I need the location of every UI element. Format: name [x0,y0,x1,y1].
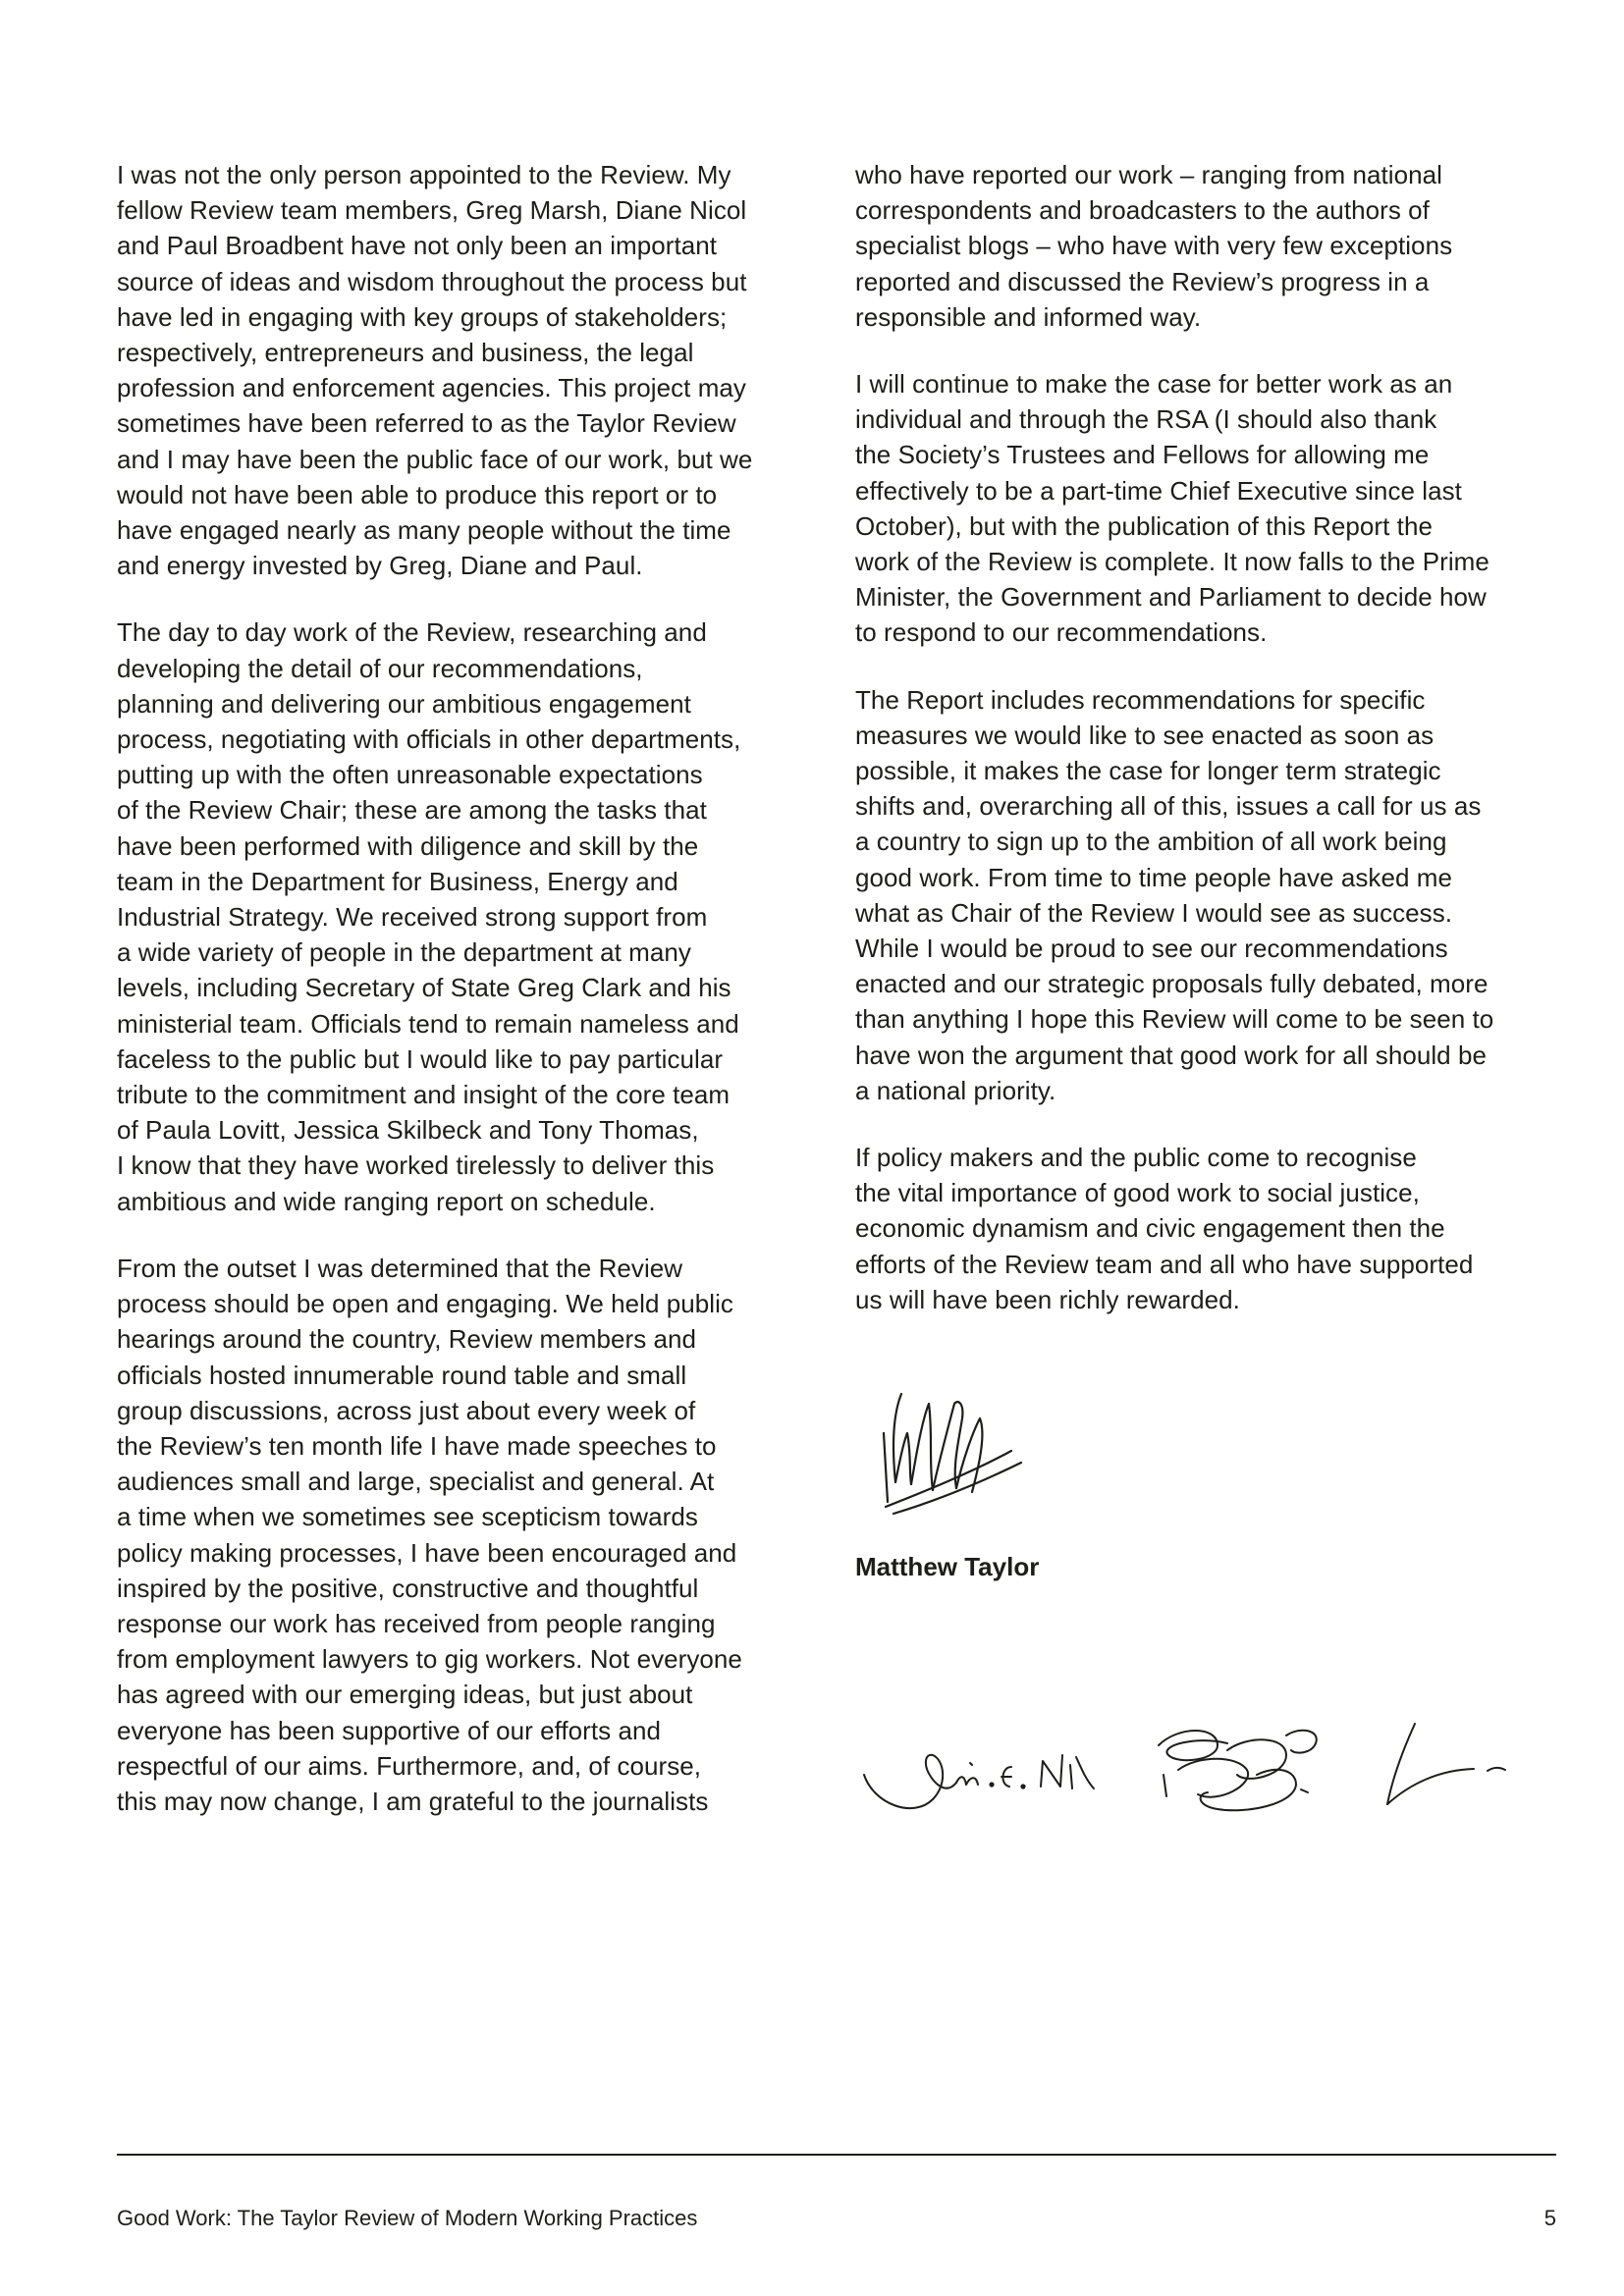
text-line: and I may have been the public face of our work, but we [117,444,753,474]
text-line: ministerial team. Officials tend to remain nameless and [117,1008,739,1039]
text-line: group discussions, across just about every week of [117,1395,696,1425]
text-line: possible, it makes the case for longer term strategic [855,756,1441,786]
handwritten-signature-icon [864,1374,1031,1522]
text-line: correspondents and broadcasters to the authors of [855,195,1430,226]
text-line: hearings around the country, Review members and [117,1324,697,1355]
text-line: While I would be proud to see our recommendations [855,934,1448,964]
text-line: Minister, the Government and Parliament to decide how [855,582,1487,613]
text-line: what as Chair of the Review I would see as success. [855,897,1453,928]
text-line: effectively to be a part-time Chief Executive since last [855,475,1462,506]
paragraph [117,1251,839,1819]
text-line: respectively, entrepreneurs and business, the legal [117,338,694,368]
text-line: I know that they have worked tirelessly to deliver this [117,1150,715,1181]
text-line: policy making processes, I have been encouraged and [117,1537,737,1568]
text-line: shifts and, overarching all of this, issues a call for us as [855,791,1482,822]
text-line: and energy invested by Greg, Diane and Paul. [117,551,643,581]
footer-document-title: Good Work: The Taylor Review of Modern Working Practices [117,2206,698,2230]
text-line: responsible and informed way. [855,301,1202,332]
text-line: The day to day work of the Review, researching and [117,617,707,648]
text-line: would not have been able to produce this report or to [117,479,718,509]
text-line: than anything I hope this Review will come to be seen to [855,1004,1494,1035]
handwritten-signature-icon [1380,1716,1517,1824]
text-line: the vital importance of good work to social justice, [855,1178,1420,1208]
text-line: everyone has been supportive of our efforts and [117,1715,662,1745]
text-line: the Society’s Trustees and Fellows for allowing me [855,440,1430,470]
text-line: us will have been richly rewarded. [855,1284,1240,1314]
paragraph [855,366,1577,651]
text-line: Industrial Strategy. We received strong support from [117,902,708,933]
text-line: of the Review Chair; these are among the tasks that [117,795,707,826]
text-line: and Paul Broadbent have not only been an important [117,231,718,261]
text-line: The Report includes recommendations for specific [855,684,1426,715]
paragraph [855,682,1577,1108]
text-line: faceless to the public but I would like to pay particular [117,1043,724,1074]
text-line: sometimes have been referred to as the Taylor Review [117,408,736,439]
text-line: to respond to our recommendations. [855,617,1268,648]
text-line: reported and discussed the Review’s progress in a [855,266,1430,296]
left-column [117,157,839,1850]
paragraph [855,157,1577,335]
text-line: have led in engaging with key groups of stakeholders; [117,301,728,332]
text-line: developing the detail of our recommendations, [117,653,643,683]
text-line: team in the Department for Business, Energy and [117,866,678,896]
text-line: respectful of our aims. Furthermore, and, of course, [117,1750,702,1781]
text-line: I will continue to make the case for better work as an [855,369,1453,400]
text-line: a wide variety of people in the department at many [117,937,691,968]
text-line: audiences small and large, specialist and general. At [117,1467,715,1497]
text-line: from employment lawyers to gig workers. Not everyone [117,1644,742,1675]
text-line: From the outset I was determined that the Review [117,1253,683,1283]
paragraph [117,614,839,1218]
text-line: a national priority. [855,1075,1056,1105]
text-line: have engaged nearly as many people without the time [117,515,731,546]
paragraph [855,1140,1577,1317]
text-line: a country to sign up to the ambition of all work being [855,827,1447,857]
text-line: have won the argument that good work for all should be [855,1040,1487,1070]
text-line: planning and delivering our ambitious engagement [117,688,691,719]
text-line: tribute to the commitment and insight of the core team [117,1080,731,1110]
text-line: have been performed with diligence and skill by the [117,830,699,861]
text-line: work of the Review is complete. It now falls to the Prime [855,547,1489,577]
text-line: ambitious and wide ranging report on schedule. [117,1186,656,1216]
text-line: who have reported our work – ranging from national [855,160,1442,189]
text-line: individual and through the RSA (I should also thank [855,404,1437,435]
text-line: response our work has received from people ranging [117,1608,716,1638]
paragraph [117,157,839,583]
text-line: of Paula Lovitt, Jessica Skilbeck and Tony Thomas, [117,1115,699,1146]
text-line: economic dynamism and civic engagement then the [855,1213,1445,1244]
text-line: a time when we sometimes see scepticism towards [117,1502,698,1532]
text-line: profession and enforcement agencies. This project may [117,373,746,403]
handwritten-signature-icon [1139,1716,1335,1824]
text-line: process, negotiating with officials in other departments, [117,724,741,755]
text-line: measures we would like to see enacted as soon as [855,720,1435,750]
text-line: If policy makers and the public come to recognise [855,1143,1417,1173]
text-line: enacted and our strategic proposals fully debated, more [855,969,1489,999]
text-line: specialist blogs – who have with very few exceptions [855,231,1453,261]
text-line: good work. From time to time people have asked me [855,862,1452,892]
text-line: source of ideas and wisdom throughout the process but [117,266,747,296]
page-number: 5 [1543,2206,1556,2230]
footer-divider [117,2154,1556,2156]
text-line: process should be open and engaging. We held public [117,1289,733,1319]
text-line: putting up with the often unreasonable expectations [117,760,703,790]
text-line: fellow Review team members, Greg Marsh, Diane Nicol [117,195,747,226]
text-line: the Review’s ten month life I have made speeches to [117,1430,717,1461]
text-line: efforts of the Review team and all who have supported [855,1249,1474,1279]
right-column [855,157,1577,1349]
text-line: officials hosted innumerable round table and small [117,1360,687,1390]
text-line: has agreed with our emerging ideas, but just about [117,1680,693,1710]
text-line: this may now change, I am grateful to the journalists [117,1786,709,1816]
text-line: inspired by the positive, constructive and thoughtful [117,1573,699,1603]
text-line: October), but with the publication of this Report the [855,510,1433,541]
text-line: I was not the only person appointed to the Review. My [117,160,731,189]
text-line: levels, including Secretary of State Greg Clark and his [117,973,731,1003]
signer-name: Matthew Taylor [855,1552,1040,1581]
handwritten-signature-icon [854,1716,1100,1824]
